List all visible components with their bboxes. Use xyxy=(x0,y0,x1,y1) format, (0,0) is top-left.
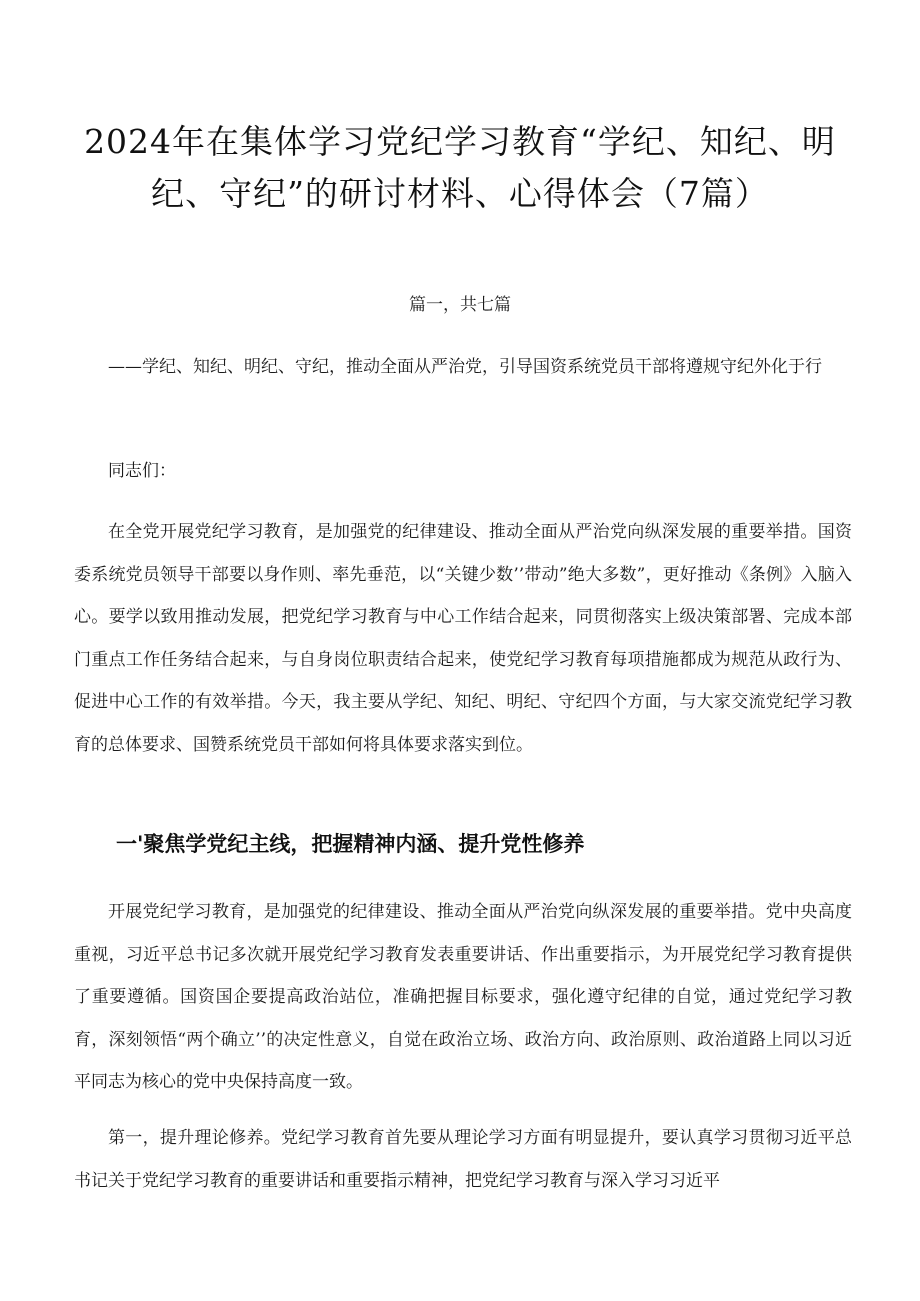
document-title: 2024年在集体学习党纪学习教育“学纪、知纪、明纪、守纪”的研讨材料、心得体会（7篇） xyxy=(84,122,836,213)
salutation: 同志们： xyxy=(108,461,176,481)
section-heading: 一'聚焦学党纪主线，把握精神内涵、提升党性修养 xyxy=(116,832,585,856)
body-paragraph: 第一，提升理论修养。党纪学习教育首先要从理论学习方面有明显提升，要认真学习贯彻习近平总书记关于党纪学习教育的重要讲话和重要指示精神，把党纪学习教育与深入学习习近平 xyxy=(74,1128,852,1191)
document-subtitle: 篇一，共七篇 xyxy=(409,295,511,315)
tagline-paragraph: ——学纪、知纪、明纪、守纪，推动全面从严治党，引导国资系统党员干部将遵规守纪外化于行 xyxy=(108,357,822,377)
body-paragraph: 在全党开展党纪学习教育，是加强党的纪律建设、推动全面从严治党向纵深发展的重要举措。国资委系统党员领导干部要以身作则、率先垂范，以“关键少数’’带动”绝大多数”，更好推动《条例》入脑入心。要学以致用推动发展，把党纪学习教育与中心工作结合起来，同贯彻落实上级决策部署、完成本部门重点工作任务结合起来，与自身岗位职责结合起来，使党纪学习教育每项措施都成为规范从政行为、促进中心工作的有效举措。今天，我主要从学纪、知纪、明纪、守纪四个方面，与大家交流党纪学习教育的总体要求、国赞系统党员干部如何将具体要求落实到位。 xyxy=(74,522,852,755)
body-paragraph: 开展党纪学习教育，是加强党的纪律建设、推动全面从严治党向纵深发展的重要举措。党中央高度重视，习近平总书记多次就开展党纪学习教育发表重要讲话、作出重要指示，为开展党纪学习教育提供了重要遵循。国资国企要提高政治站位，准确把握目标要求，强化遵守纪律的自觉，通过党纪学习教育，深刻领悟“两个确立’’的决定性意义，自觉在政治立场、政治方向、政治原则、政治道路上同以习近平同志为核心的党中央保持高度一致。 xyxy=(74,902,852,1092)
